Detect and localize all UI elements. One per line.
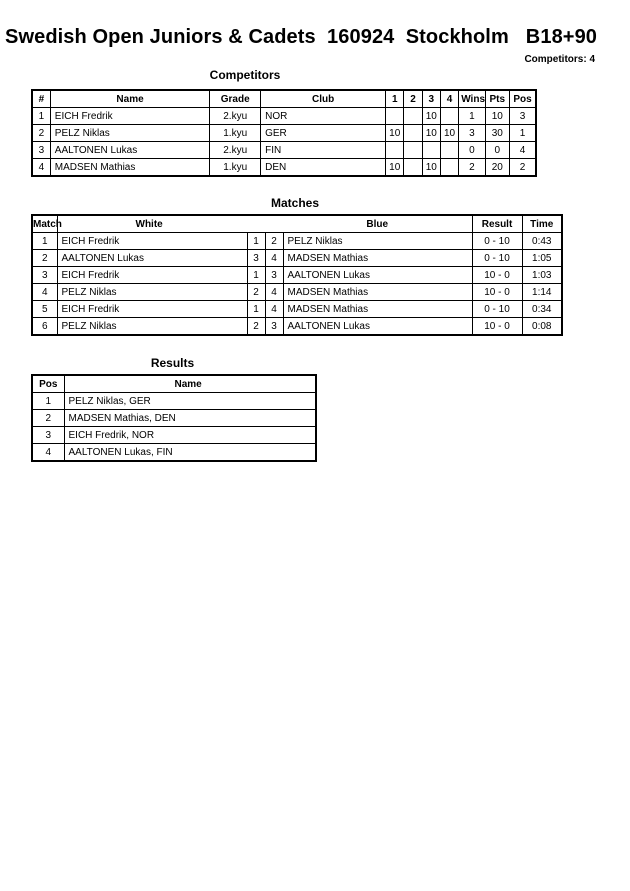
competitors-table [31, 89, 537, 177]
table-row [32, 233, 562, 250]
match-time: 0:08 [522, 318, 562, 336]
col-header-opp-2: 2 [404, 90, 422, 108]
blue-fighter: PELZ Niklas [283, 233, 472, 250]
competitor-wins: 1 [459, 108, 485, 125]
matches-header-row [32, 215, 562, 233]
white-fighter: PELZ Niklas [57, 284, 247, 301]
white-number: 1 [247, 301, 265, 318]
competitor-grade: 2.kyu [210, 108, 261, 125]
result-name: PELZ Niklas, GER [64, 393, 316, 410]
table-row [32, 301, 562, 318]
match-result: 10 - 0 [472, 284, 522, 301]
competitor-wins: 3 [459, 125, 485, 142]
table-row [32, 427, 316, 444]
match-time: 1:14 [522, 284, 562, 301]
result-pos: 4 [32, 444, 64, 462]
col-header-pos: Pos [509, 90, 536, 108]
white-fighter: EICH Fredrik [57, 267, 247, 284]
col-header-opp-4: 4 [440, 90, 458, 108]
col-header-blue: Blue [283, 215, 472, 233]
results-header-row [32, 375, 316, 393]
match-number: 3 [32, 267, 57, 284]
score-vs-1 [386, 142, 404, 159]
result-name: EICH Fredrik, NOR [64, 427, 316, 444]
white-number: 2 [247, 318, 265, 336]
competitor-num: 1 [32, 108, 50, 125]
score-vs-4 [440, 108, 458, 125]
competitor-pts: 10 [485, 108, 509, 125]
result-pos: 1 [32, 393, 64, 410]
blue-number: 2 [265, 233, 283, 250]
blue-fighter: MADSEN Mathias [283, 250, 472, 267]
competitor-name: PELZ Niklas [50, 125, 210, 142]
competitor-pts: 0 [485, 142, 509, 159]
score-vs-4 [440, 142, 458, 159]
score-vs-1 [386, 108, 404, 125]
competitor-wins: 2 [459, 159, 485, 177]
white-fighter: AALTONEN Lukas [57, 250, 247, 267]
matches-title: Matches [270, 196, 320, 210]
white-number: 1 [247, 267, 265, 284]
col-header-num: # [32, 90, 50, 108]
match-number: 2 [32, 250, 57, 267]
competitor-num: 4 [32, 159, 50, 177]
competitor-name: MADSEN Mathias [50, 159, 210, 177]
table-row [32, 393, 316, 410]
match-number: 6 [32, 318, 57, 336]
score-vs-1: 10 [386, 125, 404, 142]
table-row [32, 267, 562, 284]
competitors-count: Competitors: 4 [524, 54, 595, 65]
score-vs-3: 10 [422, 159, 440, 177]
score-vs-3 [422, 142, 440, 159]
score-vs-2 [404, 125, 422, 142]
table-row [32, 142, 536, 159]
result-name: MADSEN Mathias, DEN [64, 410, 316, 427]
blue-fighter: AALTONEN Lukas [283, 267, 472, 284]
col-header-result: Result [472, 215, 522, 233]
col-header-wins: Wins [459, 90, 485, 108]
competitor-grade: 1.kyu [210, 125, 261, 142]
white-fighter: EICH Fredrik [57, 233, 247, 250]
table-row [32, 318, 562, 336]
white-number: 1 [247, 233, 265, 250]
white-fighter: EICH Fredrik [57, 301, 247, 318]
blue-number: 3 [265, 318, 283, 336]
col-header-opp-1: 1 [386, 90, 404, 108]
competitor-pos: 3 [509, 108, 536, 125]
match-number: 5 [32, 301, 57, 318]
result-pos: 2 [32, 410, 64, 427]
white-number: 3 [247, 250, 265, 267]
score-vs-4: 10 [440, 125, 458, 142]
competitor-club: FIN [261, 142, 386, 159]
match-number: 1 [32, 233, 57, 250]
page-title: Swedish Open Juniors & Cadets 160924 Stockholm B18+90 [5, 26, 598, 48]
score-vs-3: 10 [422, 108, 440, 125]
blue-number: 4 [265, 250, 283, 267]
competitor-pos: 1 [509, 125, 536, 142]
col-header-club: Club [261, 90, 386, 108]
col-header-pts: Pts [485, 90, 509, 108]
match-result: 0 - 10 [472, 250, 522, 267]
competitor-name: AALTONEN Lukas [50, 142, 210, 159]
blue-number: 4 [265, 284, 283, 301]
table-row [32, 125, 536, 142]
blue-fighter: AALTONEN Lukas [283, 318, 472, 336]
table-row [32, 410, 316, 427]
match-number: 4 [32, 284, 57, 301]
match-time: 0:43 [522, 233, 562, 250]
competitor-grade: 2.kyu [210, 142, 261, 159]
score-vs-1: 10 [386, 159, 404, 177]
col-header-result-pos: Pos [32, 375, 64, 393]
col-header-name: Name [50, 90, 210, 108]
blue-fighter: MADSEN Mathias [283, 284, 472, 301]
competitor-club: DEN [261, 159, 386, 177]
col-header-white: White [57, 215, 283, 233]
match-time: 0:34 [522, 301, 562, 318]
competitor-num: 2 [32, 125, 50, 142]
score-vs-4 [440, 159, 458, 177]
competitor-pos: 2 [509, 159, 536, 177]
result-name: AALTONEN Lukas, FIN [64, 444, 316, 462]
score-vs-2 [404, 142, 422, 159]
match-time: 1:03 [522, 267, 562, 284]
match-result: 0 - 10 [472, 301, 522, 318]
white-number: 2 [247, 284, 265, 301]
competitors-title: Competitors [209, 68, 281, 82]
match-time: 1:05 [522, 250, 562, 267]
table-row [32, 159, 536, 177]
matches-table [31, 214, 563, 336]
blue-number: 3 [265, 267, 283, 284]
col-header-time: Time [522, 215, 562, 233]
competitor-grade: 1.kyu [210, 159, 261, 177]
competitor-pos: 4 [509, 142, 536, 159]
competitor-name: EICH Fredrik [50, 108, 210, 125]
result-pos: 3 [32, 427, 64, 444]
col-header-opp-3: 3 [422, 90, 440, 108]
table-row [32, 284, 562, 301]
competitor-num: 3 [32, 142, 50, 159]
col-header-result-name: Name [64, 375, 316, 393]
competitor-pts: 30 [485, 125, 509, 142]
table-row [32, 444, 316, 462]
score-vs-2 [404, 108, 422, 125]
score-vs-3: 10 [422, 125, 440, 142]
results-table [31, 374, 317, 462]
results-title: Results [150, 356, 195, 370]
match-result: 10 - 0 [472, 267, 522, 284]
match-result: 10 - 0 [472, 318, 522, 336]
blue-fighter: MADSEN Mathias [283, 301, 472, 318]
competitor-wins: 0 [459, 142, 485, 159]
score-vs-2 [404, 159, 422, 177]
match-result: 0 - 10 [472, 233, 522, 250]
table-row [32, 250, 562, 267]
white-fighter: PELZ Niklas [57, 318, 247, 336]
competitor-club: GER [261, 125, 386, 142]
col-header-match: Match [32, 215, 57, 233]
blue-number: 4 [265, 301, 283, 318]
col-header-grade: Grade [210, 90, 261, 108]
competitors-header-row [32, 90, 536, 108]
competitor-club: NOR [261, 108, 386, 125]
competitor-pts: 20 [485, 159, 509, 177]
table-row [32, 108, 536, 125]
